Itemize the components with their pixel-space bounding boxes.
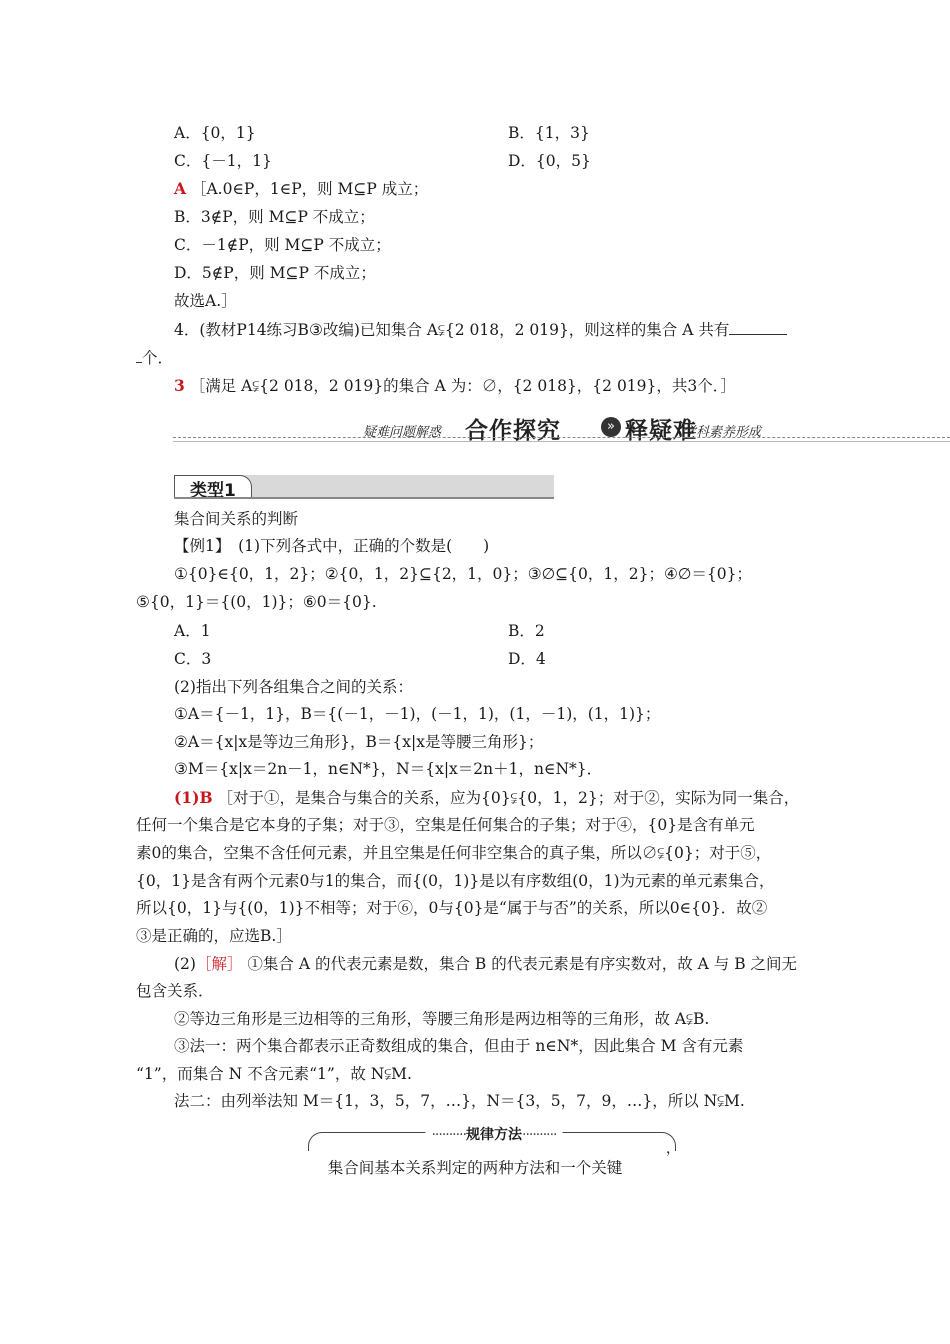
question-4: [174, 320, 787, 340]
option-b: B．{1，3}: [508, 124, 590, 142]
solution-2-line-2: 包含关系．: [136, 982, 214, 1000]
solution-2-line-1: [174, 954, 797, 974]
banner-title-b: 释疑难: [625, 418, 697, 444]
example-option-d: D．4: [508, 650, 546, 668]
solution-1-line-3: 素0的集合，空集不含任何元素，并且空集是任何非空集合的真子集，所以∅⫋{0}；对于⑤，: [136, 844, 772, 862]
solution-2-line-5: “1”，而集合 N 不含元素“1”，故 N⫋M.: [136, 1065, 412, 1083]
banner-right-caption: 学科素养形成: [683, 425, 762, 440]
solution-1-line-2: 任何一个集合是它本身的子集；对于③，空集是任何集合的子集；对于④，{0}是含有单元: [136, 816, 755, 834]
answer-line-b: B．3∉P，则 M⊆P 不成立；: [174, 208, 375, 226]
method-title: [425, 1124, 562, 1144]
solution-2-label: (2): [174, 955, 196, 973]
method-dots-left: ··········: [431, 1127, 466, 1143]
part-2-item-2: ②A＝{x|x是等边三角形}，B＝{x|x是等腰三角形}；: [174, 733, 544, 751]
statements-line-2: ⑤{0，1}＝{(0，1)}；⑥0＝{0}.: [136, 593, 377, 611]
solution-2-line-4: ③法一：两个集合都表示正奇数组成的集合，但由于 n∈N*，因此集合 M 含有元素: [174, 1037, 744, 1055]
part-2-item-1: ①A＝{－1，1}，B＝{(－1，－1)，(－1，1)，(1，－1)，(1，1)}；: [174, 705, 661, 723]
solution-1-text: ［对于①，是集合与集合的关系，应为{0}⫋{0，1，2}；对于②，实际为同一集合，: [217, 789, 800, 807]
option-c: C．{－1，1}: [174, 152, 272, 170]
example-option-a: A．1: [174, 622, 211, 640]
solution-2-line-6: 法二：由列举法知 M＝{1，3，5，7，…}，N＝{3，5，7，9，…}，所以 N⫋M.: [174, 1092, 745, 1110]
statements-line-1: ①{0}∈{0，1，2}；②{0，1，2}⊆{2，1，0}；③∅⊆{0，1，2}；④∅＝{0}；: [174, 565, 752, 583]
question-4-text: 4．(教材P14练习B③改编)已知集合 A⫋{2 018，2 019}，则这样的集合 A 共有: [174, 321, 730, 339]
question-4-answer: [174, 376, 736, 396]
part-2-heading: (2)指出下列各组集合之间的关系：: [174, 678, 413, 696]
example-heading: 【例1】 (1)下列各式中，正确的个数是( ): [174, 537, 490, 555]
banner-title-a: 合作探究: [465, 418, 561, 444]
method-dots-right: ··········: [522, 1127, 557, 1143]
answer-letter: A: [174, 179, 187, 198]
solution-2-line-3: ②等边三角形是三边相等的三角形，等腰三角形是两边相等的三角形，故 A⫋B.: [174, 1010, 710, 1028]
method-summary: 集合间基本关系判定的两种方法和一个关键: [327, 1159, 623, 1177]
solution-1-line-6: ③是正确的，应选B.］: [136, 927, 292, 945]
solution-1-line-4: {0，1}是含有两个元素0与1的集合，而{(0，1)}是以有序数组(0，1)为元素的单元素集合，: [136, 872, 775, 890]
answer-blank: [729, 320, 787, 335]
answer-number: 3: [174, 376, 185, 395]
type-underline: [174, 497, 554, 499]
answer-line: [174, 179, 428, 199]
method-title-text: 规律方法: [466, 1127, 522, 1143]
solution-1-line-5: 所以{0，1}与{(0，1)}不相等；对于⑥，0与{0}是“属于与否”的关系，所以0∈{0}．故②: [136, 899, 768, 917]
example-option-c: C．3: [174, 650, 212, 668]
banner-left-caption: 疑难问题解惑: [363, 425, 442, 440]
answer-text: ［A.0∈P，1∈P，则 M⊆P 成立；: [190, 180, 429, 198]
banner-rule-solid: [173, 441, 950, 442]
banner-rule: [173, 437, 950, 438]
solution-2-jie: ［解］: [195, 955, 243, 973]
option-d: D．{0，5}: [508, 152, 591, 170]
answer-line-c: C．－1∉P，则 M⊆P 不成立；: [174, 236, 391, 254]
answer-explanation: ［满足 A⫋{2 018，2 019}的集合 A 为：∅，{2 018}，{2 019}，共3个．］: [189, 377, 736, 395]
part-2-item-3: ③M＝{x|x＝2n－1，n∈N*}，N＝{x|x＝2n＋1，n∈N*}．: [174, 760, 603, 778]
question-4-cont: [136, 348, 173, 368]
answer-line-end: 故选A.］: [174, 292, 237, 310]
method-tail: ，: [666, 1141, 680, 1157]
option-a: A．{0，1}: [174, 124, 256, 142]
section-title: 集合间关系的判断: [174, 510, 299, 528]
question-4-tail: 个．: [142, 349, 174, 367]
solution-1-line-1: [174, 788, 799, 808]
answer-line-d: D．5∉P，则 M⊆P 不成立；: [174, 264, 376, 282]
double-arrow-icon: »: [601, 417, 621, 437]
example-option-b: B．2: [508, 622, 545, 640]
type-label: 类型1: [190, 481, 236, 501]
solution-2-text: ①集合 A 的代表元素是数，集合 B 的代表元素是有序实数对，故 A 与 B 之间无: [247, 955, 798, 973]
section-banner: [173, 412, 950, 442]
solution-1-label: (1)B: [174, 788, 213, 807]
type-header: [174, 475, 554, 499]
method-box: [308, 1124, 680, 1157]
